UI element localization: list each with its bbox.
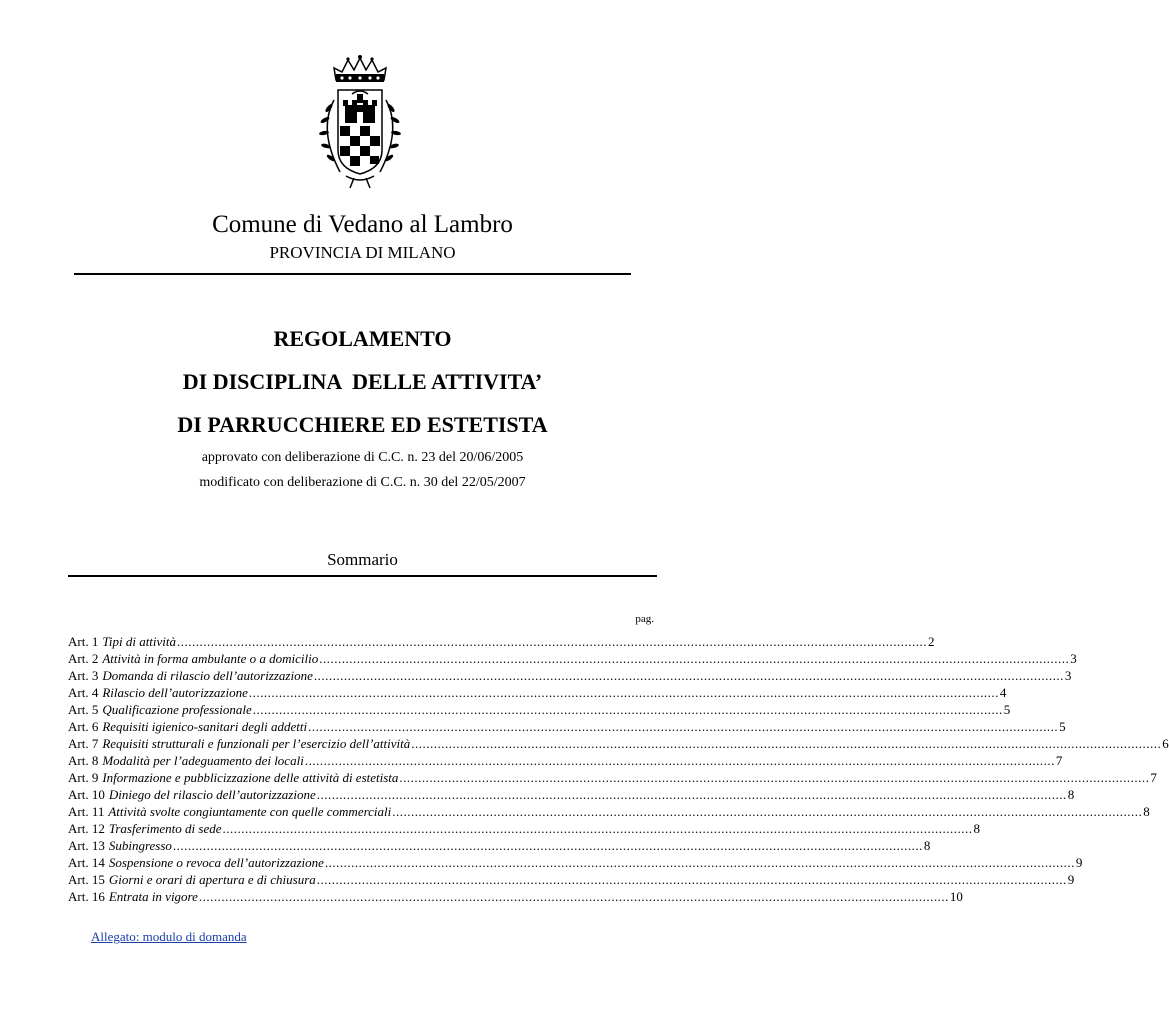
toc-leader-dots: ........................................................................................................................................................................................................ — [313, 668, 1064, 683]
toc-page-number: 5 — [1003, 702, 1011, 717]
province-name: PROVINCIA DI MILANO — [269, 243, 456, 262]
municipality-name: Comune di Vedano al Lambro — [212, 211, 513, 238]
toc-page-number: 7 — [1055, 753, 1063, 768]
toc-entry[interactable] — [68, 888, 963, 905]
toc-leader-dots: ........................................................................................................................................................................................................ — [252, 702, 1003, 717]
toc-page-number: 4 — [999, 685, 1007, 700]
toc-page-number: 9 — [1067, 872, 1075, 887]
toc-page-number: 3 — [1064, 668, 1072, 683]
approval-note: approvato con deliberazione di C.C. n. 23 del 20/06/2005 — [201, 450, 524, 465]
crown-icon — [334, 55, 386, 82]
document-title-line-1: REGOLAMENTO — [273, 326, 452, 351]
toc-article-number: Art. 6 — [68, 719, 99, 734]
toc-page-number: 6 — [1162, 736, 1169, 751]
toc-article-number: Art. 4 — [68, 685, 99, 700]
toc-article-number: Art. 12 — [68, 821, 105, 836]
toc-article-title: Domanda di rilascio dell’autorizzazione — [102, 668, 313, 683]
toc-article-number: Art. 13 — [68, 838, 105, 853]
toc-leader-dots: ........................................................................................................................................................................................................ — [198, 889, 949, 904]
toc-page-number: 8 — [973, 821, 981, 836]
document-title-line-3: DI PARRUCCHIERE ED ESTETISTA — [177, 412, 548, 437]
toc-page-number: 3 — [1070, 651, 1077, 666]
toc-leader-dots: ........................................................................................................................................................................................................ — [411, 736, 1162, 751]
toc-article-title: Subingresso — [108, 838, 172, 853]
toc-page-number: 8 — [1067, 787, 1075, 802]
toc-article-title: Giorni e orari di apertura e di chiusura — [108, 872, 316, 887]
toc-article-number: Art. 15 — [68, 872, 105, 887]
toc-page-number: 8 — [1143, 804, 1150, 819]
toc-article-number: Art. 9 — [68, 770, 99, 785]
toc-article-number: Art. 10 — [68, 787, 105, 802]
toc-leader-dots: ........................................................................................................................................................................................................ — [248, 685, 999, 700]
toc-article-title: Attività svolte congiuntamente con quelle commerciali — [108, 804, 392, 819]
toc-entry[interactable] — [68, 735, 1169, 752]
toc-article-title: Sospensione o revoca dell’autorizzazione — [108, 855, 324, 870]
toc-entry[interactable] — [68, 633, 935, 650]
toc-page-number: 5 — [1059, 719, 1066, 734]
attachment-link[interactable]: Allegato: modulo di domanda — [91, 929, 247, 944]
toc-leader-dots: ........................................................................................................................................................................................................ — [399, 770, 1150, 785]
toc-entry[interactable] — [68, 837, 931, 854]
toc-entry[interactable] — [68, 752, 1063, 769]
toc-entry[interactable] — [68, 820, 981, 837]
toc-article-title: Modalità per l’adeguamento dei locali — [102, 753, 304, 768]
toc-article-title: Entrata in vigore — [108, 889, 198, 904]
toc-article-number: Art. 1 — [68, 634, 99, 649]
toc-leader-dots: ........................................................................................................................................................................................................ — [392, 804, 1143, 819]
document-title-line-2: DI DISCIPLINA DELLE ATTIVITA’ — [182, 369, 543, 394]
toc-article-number: Art. 5 — [68, 702, 99, 717]
toc-entry[interactable] — [68, 701, 1011, 718]
page-column-label: pag. — [635, 613, 654, 625]
toc-article-title: Rilascio dell’autorizzazione — [102, 685, 248, 700]
municipal-coat-of-arms-icon — [300, 50, 420, 190]
toc-article-title: Tipi di attività — [102, 634, 177, 649]
toc-leader-dots: ........................................................................................................................................................................................................ — [316, 787, 1067, 802]
toc-article-title: Requisiti strutturali e funzionali per l’esercizio dell’attività — [102, 736, 411, 751]
toc-leader-dots: ........................................................................................................................................................................................................ — [316, 872, 1067, 887]
toc-entry[interactable] — [68, 854, 1083, 871]
toc-entry[interactable] — [68, 786, 1075, 803]
toc-entry[interactable] — [68, 718, 1066, 735]
toc-leader-dots: ........................................................................................................................................................................................................ — [177, 634, 928, 649]
toc-article-title: Informazione e pubblicizzazione delle attività di estetista — [102, 770, 399, 785]
toc-entry[interactable] — [68, 803, 1150, 820]
toc-page-number: 2 — [928, 634, 935, 649]
summary-divider — [68, 575, 657, 577]
toc-leader-dots: ........................................................................................................................................................................................................ — [222, 821, 973, 836]
toc-article-number: Art. 8 — [68, 753, 99, 768]
toc-entry[interactable] — [68, 871, 1075, 888]
toc-article-number: Art. 7 — [68, 736, 99, 751]
toc-article-number: Art. 3 — [68, 668, 99, 683]
toc-article-title: Attività in forma ambulante o a domicilio — [102, 651, 319, 666]
toc-entry[interactable] — [68, 684, 1007, 701]
toc-article-number: Art. 14 — [68, 855, 105, 870]
header-divider — [74, 273, 631, 275]
toc-article-title: Trasferimento di sede — [108, 821, 222, 836]
toc-page-number: 9 — [1075, 855, 1083, 870]
toc-entry[interactable] — [68, 650, 1077, 667]
toc-article-title: Qualificazione professionale — [102, 702, 252, 717]
toc-entry[interactable] — [68, 667, 1072, 684]
toc-page-number: 8 — [923, 838, 931, 853]
toc-leader-dots: ........................................................................................................................................................................................................ — [324, 855, 1075, 870]
table-of-contents — [68, 633, 1169, 905]
toc-page-number: 10 — [949, 889, 963, 904]
modification-note: modificato con deliberazione di C.C. n. 30 del 22/05/2007 — [199, 475, 526, 490]
toc-leader-dots: ........................................................................................................................................................................................................ — [319, 651, 1070, 666]
toc-leader-dots: ........................................................................................................................................................................................................ — [304, 753, 1055, 768]
summary-heading: Sommario — [327, 550, 398, 569]
toc-article-title: Diniego del rilascio dell’autorizzazione — [108, 787, 316, 802]
toc-article-title: Requisiti igienico-sanitari degli addetti — [102, 719, 308, 734]
toc-article-number: Art. 16 — [68, 889, 105, 904]
toc-leader-dots: ........................................................................................................................................................................................................ — [308, 719, 1059, 734]
toc-article-number: Art. 11 — [68, 804, 105, 819]
toc-article-number: Art. 2 — [68, 651, 99, 666]
toc-entry[interactable] — [68, 769, 1157, 786]
toc-leader-dots: ........................................................................................................................................................................................................ — [172, 838, 923, 853]
toc-page-number: 7 — [1150, 770, 1157, 785]
